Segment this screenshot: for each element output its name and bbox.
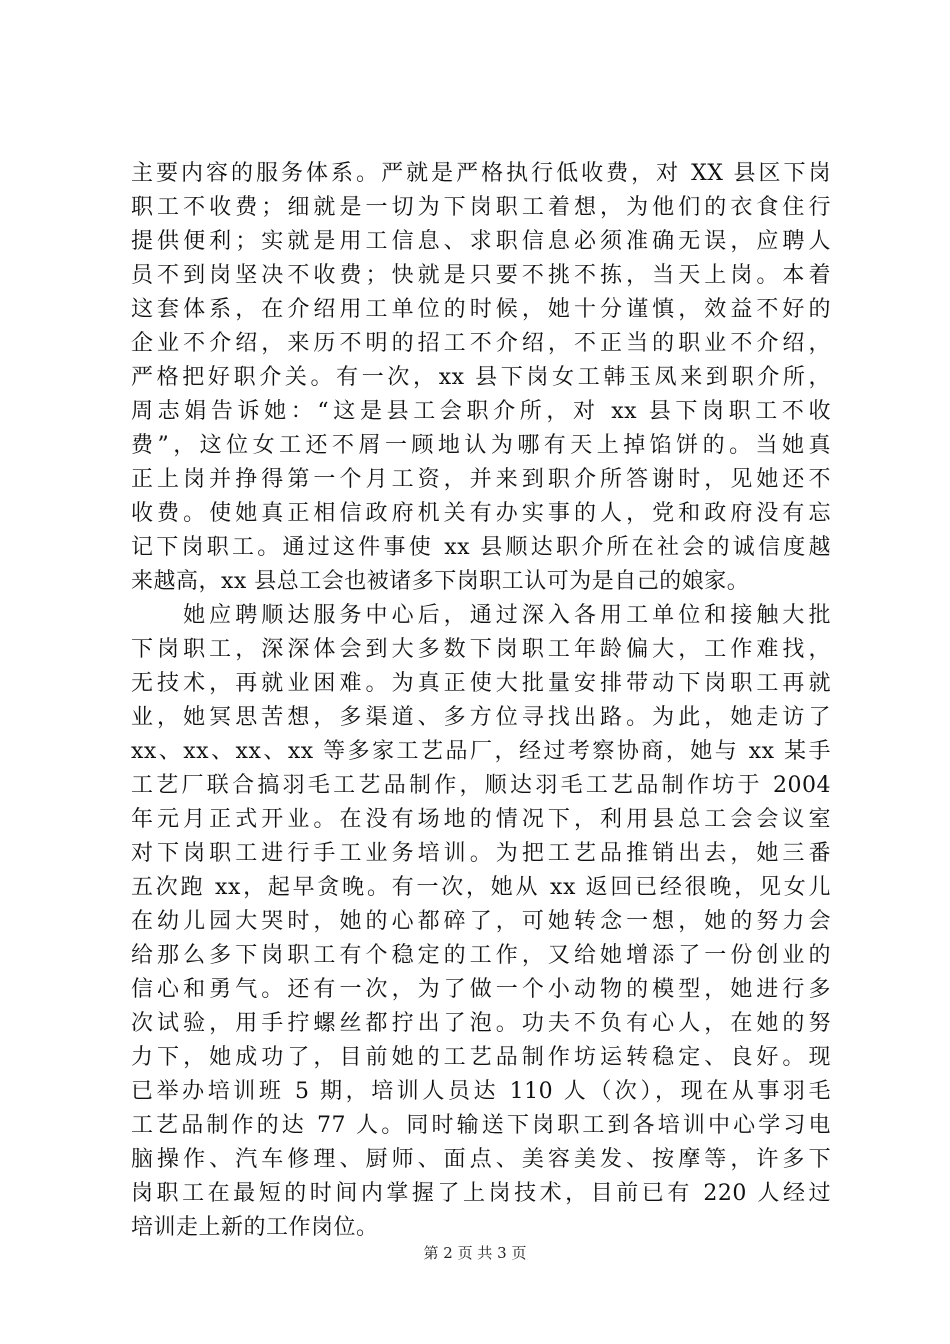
text-line-2: 职工不收费；细就是一切为下岗职工着想，为他们的衣食住行 — [131, 195, 831, 220]
text-line-28: 已举办培训班 5 期，培训人员达 110 人（次），现在从事羽毛 — [131, 1079, 831, 1104]
text-line-17: 业，她冥思苦想，多渠道、多方位寻找出路。为此，她走访了 — [131, 705, 831, 730]
text-line-13: 来越高，xx 县总工会也被诸多下岗职工认可为是自己的娘家。 — [131, 569, 750, 594]
text-line-8: 周志娟告诉她：“这是县工会职介所，对 xx 县下岗职工不收 — [131, 399, 831, 424]
text-line-3: 提供便利；实就是用工信息、求职信息必须准确无误，应聘人 — [131, 229, 831, 254]
document-body — [131, 157, 831, 1245]
text-line-5: 这套体系，在介绍用工单位的时候，她十分谨慎，效益不好的 — [131, 297, 831, 322]
page-number-footer: 第 2 页 共 3 页 — [423, 1244, 527, 1262]
text-line-14: 她应聘顺达服务中心后，通过深入各用工单位和接触大批 — [131, 603, 831, 628]
text-line-23: 在幼儿园大哭时，她的心都碎了，可她转念一想，她的努力会 — [131, 909, 831, 934]
text-line-22: 五次跑 xx，起早贪晚。有一次，她从 xx 返回已经很晚，见女儿 — [131, 875, 831, 900]
text-line-32: 培训走上新的工作岗位。 — [131, 1215, 379, 1240]
text-line-12: 记下岗职工。通过这件事使 xx 县顺达职介所在社会的诚信度越 — [131, 535, 831, 560]
text-line-24: 给那么多下岗职工有个稳定的工作，又给她增添了一份创业的 — [131, 943, 831, 968]
text-line-4: 员不到岗坚决不收费；快就是只要不挑不拣，当天上岗。本着 — [131, 263, 831, 288]
text-line-6: 企业不介绍，来历不明的招工不介绍，不正当的职业不介绍， — [131, 331, 831, 356]
text-line-27: 力下，她成功了，目前她的工艺品制作坊运转稳定、良好。现 — [131, 1045, 831, 1070]
text-line-20: 年元月正式开业。在没有场地的情况下，利用县总工会会议室 — [131, 807, 831, 832]
text-line-7: 严格把好职介关。有一次，xx 县下岗女工韩玉凤来到职介所， — [131, 365, 831, 390]
text-line-26: 次试验，用手拧螺丝都拧出了泡。功夫不负有心人，在她的努 — [131, 1011, 831, 1036]
text-line-19: 工艺厂联合搞羽毛工艺品制作，顺达羽毛工艺品制作坊于 2004 — [131, 773, 831, 798]
text-line-18: xx、xx、xx、xx 等多家工艺品厂，经过考察协商，她与 xx 某手 — [131, 739, 831, 764]
text-line-29: 工艺品制作的达 77 人。同时输送下岗职工到各培训中心学习电 — [131, 1113, 831, 1138]
text-line-31: 岗职工在最短的时间内掌握了上岗技术，目前已有 220 人经过 — [131, 1181, 831, 1206]
text-line-10: 正上岗并挣得第一个月工资，并来到职介所答谢时，见她还不 — [131, 467, 831, 492]
text-line-9: 费”，这位女工还不屑一顾地认为哪有天上掉馅饼的。当她真 — [131, 433, 831, 458]
text-line-30: 脑操作、汽车修理、厨师、面点、美容美发、按摩等，许多下 — [131, 1147, 831, 1172]
text-line-15: 下岗职工，深深体会到大多数下岗职工年龄偏大，工作难找， — [131, 637, 831, 662]
text-line-16: 无技术，再就业困难。为真正使大批量安排带动下岗职工再就 — [131, 671, 831, 696]
text-line-25: 信心和勇气。还有一次，为了做一个小动物的模型，她进行多 — [131, 977, 831, 1002]
text-line-21: 对下岗职工进行手工业务培训。为把工艺品推销出去，她三番 — [131, 841, 831, 866]
text-line-11: 收费。使她真正相信政府机关有办实事的人，党和政府没有忘 — [131, 501, 831, 526]
text-line-1: 主要内容的服务体系。严就是严格执行低收费，对 XX 县区下岗 — [131, 161, 831, 186]
